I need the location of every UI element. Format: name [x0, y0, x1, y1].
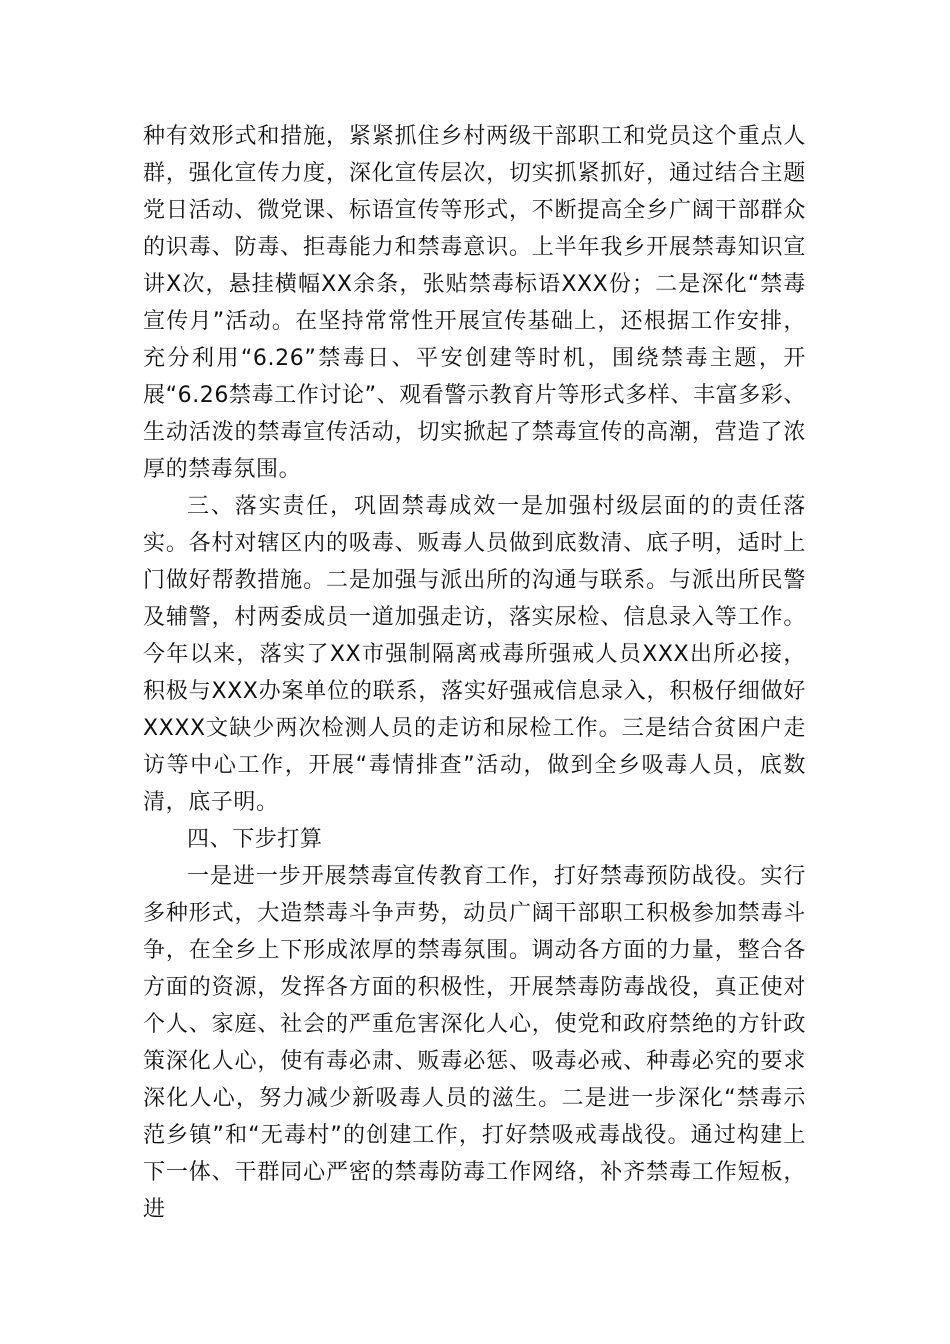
paragraph-section-three: 三、落实责任，巩固禁毒成效一是加强村级层面的的责任落实。各村对辖区内的吸毒、贩毒人员做到底数清、底子明，适时上门做好帮教措施。二是加强与派出所的沟通与联系。与派出所民警及辅警，村两委成员一道加强走访，落实尿检、信息录入等工作。今年以来，落实了XX市强制隔离戒毒所强戒人员XXX出所必接，积极与XXX办案单位的联系，落实好强戒信息录入，积极仔细做好XXXX文缺少两次检测人员的走访和尿检工作。三是结合贫困户走访等中心工作，开展“毒情排查”活动，做到全乡吸毒人员，底数清，底子明。: [143, 494, 806, 815]
paragraph-continuation: 种有效形式和措施，紧紧抓住乡村两级干部职工和党员这个重点人群，强化宣传力度，深化宣传层次，切实抓紧抓好，通过结合主题党日活动、微党课、标语宣传等形式，不断提高全乡广阔干部群众的识毒、防毒、拒毒能力和禁毒意识。上半年我乡开展禁毒知识宣讲X次，悬挂横幅XX余条，张贴禁毒标语XXX份；二是深化“禁毒宣传月”活动。在坚持常常性开展宣传基础上，还根据工作安排，充分利用“6.26”禁毒日、平安创建等时机，围绕禁毒主题，开展“6.26禁毒工作讨论”、观看警示教育片等形式多样、丰富多彩、生动活泼的禁毒宣传活动，切实掀起了禁毒宣传的高潮，营造了浓厚的禁毒氛围。: [143, 124, 806, 482]
paragraph-plan: 一是进一步开展禁毒宣传教育工作，打好禁毒预防战役。实行多种形式，大造禁毒斗争声势，动员广阔干部职工积极参加禁毒斗争，在全乡上下形成浓厚的禁毒氛围。调动各方面的力量，整合各方面的资源，发挥各方面的积极性，开展禁毒防毒战役，真正使对个人、家庭、社会的严重危害深化人心，使党和政府禁绝的方针政策深化人心，使有毒必肃、贩毒必惩、吸毒必戒、种毒必究的要求深化人心，努力减少新吸毒人员的滋生。二是进一步深化“禁毒示范乡镇”和“无毒村”的创建工作，打好禁吸戒毒战役。通过构建上下一体、干群同心严密的禁毒防毒工作网络，补齐禁毒工作短板，进: [143, 864, 806, 1222]
document-body: [143, 118, 806, 1228]
section-four-heading: 四、下步打算: [187, 827, 323, 852]
